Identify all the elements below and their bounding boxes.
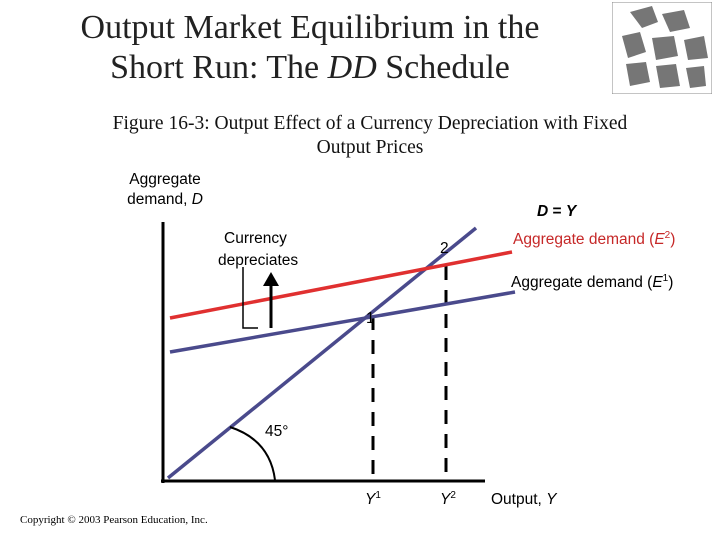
line-45-rhs: Y (565, 203, 577, 220)
tick-y2-label (440, 490, 456, 508)
aggregate-demand-e1-line (170, 292, 515, 352)
ad-e1-suffix: ) (668, 274, 674, 291)
ad-e2-var: E (654, 231, 665, 248)
ad-e2-label (513, 230, 675, 248)
x-axis-label (491, 491, 558, 508)
ad-e2-prefix: Aggregate demand ( (513, 231, 655, 248)
ad-e1-prefix: Aggregate demand ( (511, 274, 653, 291)
x-axis-label-text: Output, (491, 491, 547, 508)
ad-e1-label (511, 273, 673, 291)
title-line-1: Output Market Equilibrium in the (80, 9, 540, 46)
ad-e1-sup: 1 (662, 273, 669, 284)
x-axis-var: Y (546, 491, 557, 508)
tick-y1-var: Y (365, 491, 376, 508)
angle-label: 45° (265, 423, 289, 440)
title-line-2-suffix: Schedule (376, 49, 510, 86)
d-equals-y-line (168, 228, 476, 478)
ad-e2-sup: 2 (664, 230, 671, 241)
title-line-2-italic: DD (327, 49, 377, 86)
copyright-notice: Copyright © 2003 Pearson Education, Inc. (20, 514, 208, 526)
figure-caption-text-1: Output Effect of a Currency Depreciation with Fixed (209, 113, 628, 134)
ad-e1-var: E (652, 274, 663, 291)
point-2-label: 2 (440, 240, 449, 257)
up-arrow-icon (263, 272, 279, 286)
tick-y1-label (365, 490, 381, 508)
y-axis-var: D (191, 191, 203, 208)
point-1-label: 1 (366, 310, 375, 327)
tick-y2-var: Y (440, 491, 451, 508)
tick-y1-sup: 1 (375, 490, 381, 501)
tick-y2-sup: 2 (450, 490, 456, 501)
y-axis-label-line-2 (127, 191, 203, 208)
ad-e2-suffix: ) (670, 231, 676, 248)
annotation-line-1: Currency (224, 230, 287, 247)
y-axis-label-line-1: Aggregate (129, 171, 201, 188)
line-45-eq: = (548, 203, 566, 220)
line-45-label (537, 203, 578, 220)
line-45-lhs: D (537, 203, 549, 220)
annotation-bracket (243, 267, 258, 328)
title-line-2-prefix: Short Run: The (110, 49, 328, 86)
figure-label: Figure 16-3: (112, 113, 210, 134)
y-axis-label-text: demand, (127, 191, 192, 208)
annotation-line-2: depreciates (218, 252, 299, 269)
figure-caption-line-2: Output Prices (316, 137, 424, 158)
